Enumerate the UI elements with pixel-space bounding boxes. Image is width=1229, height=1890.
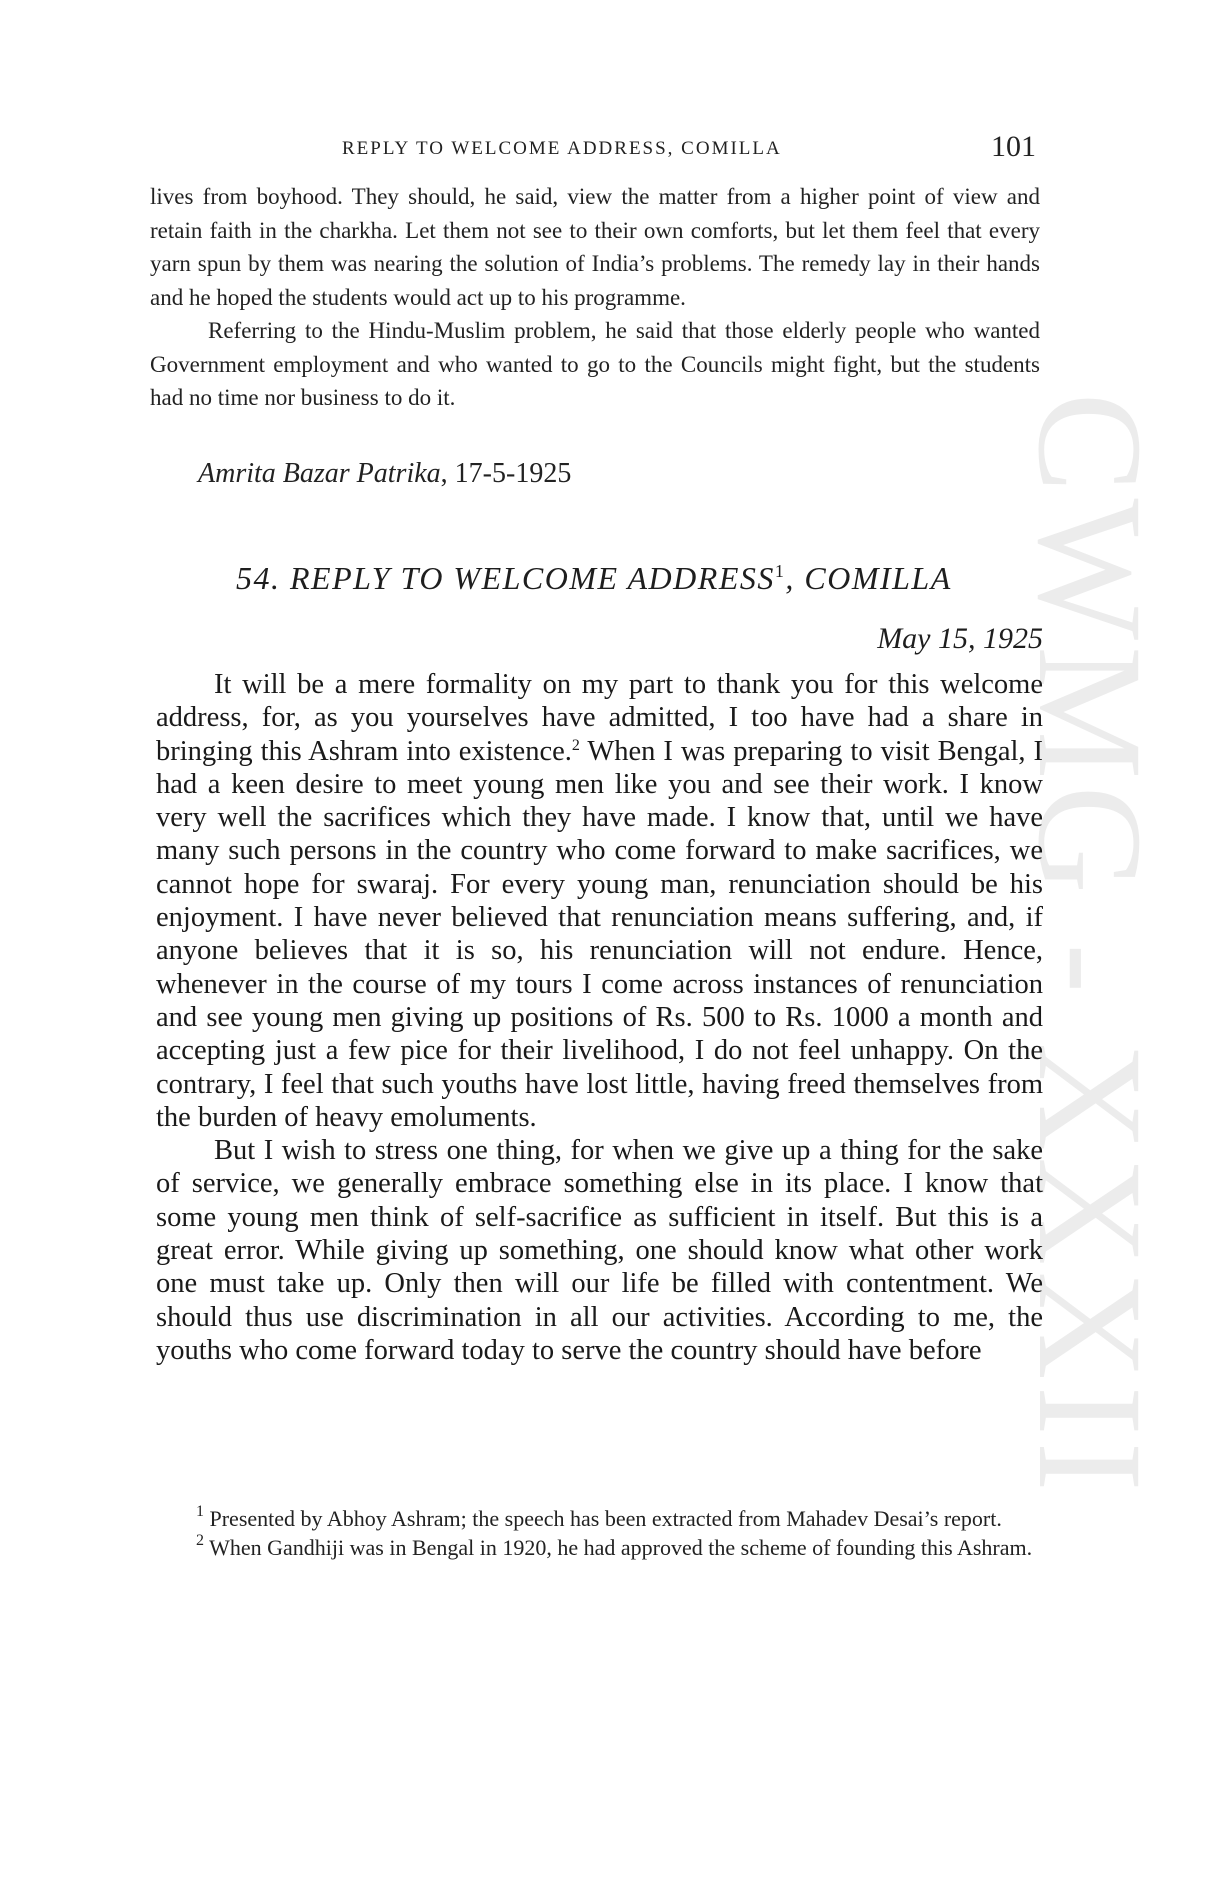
footnote-2 — [160, 1533, 1052, 1562]
previous-paragraph-2: Referring to the Hindu-Muslim problem, he said that those elderly people who wanted Government employment and who wanted to go to the Councils might fight, but the students had no time nor business to do it. — [150, 318, 1040, 410]
footnote-2-text: When Gandhiji was in Bengal in 1920, he had approved the scheme of founding this Ashram. — [204, 1535, 1033, 1560]
article-date: May 15, 1925 — [877, 622, 1043, 655]
article-heading — [236, 560, 952, 597]
source-date: , 17-5-1925 — [440, 458, 572, 489]
page-number: 101 — [991, 130, 1036, 163]
footnote-2-mark: 2 — [196, 1532, 204, 1549]
heading-place: , COMILLA — [785, 560, 952, 596]
footnote-marker-2: 2 — [571, 736, 580, 754]
previous-paragraph-1: lives from boyhood. They should, he said, view the matter from a higher point of view and retain faith in the charkha. Let them not see to their own comforts, but let them feel that every yarn spun by them was nearing the solution of India’s problems. The remedy lay in their hands and he hoped the students would act up to his programme. — [150, 184, 1040, 310]
paragraph-1-text-b: When I was preparing to visit Bengal, I had a keen desire to meet young men like you and see their work. I know very well the sacrifices which they have made. I know that, until we have many such persons in the country who come forward to make sacrifices, we cannot hope for swaraj. For every young man, renunciation should be his enjoyment. I have never believed that renunciation means suffering, and, if anyone believes that it is so, his renunciation will not endure. Hence, whenever in the course of my tours I come across instances of renunciation and see young men giving up positions of Rs. 500 to Rs. 1000 a month and accepting just a few pice for their livelihood, I do not feel unhappy. On the contrary, I feel that such youths have lost little, having freed themselves from the burden of heavy emoluments. — [156, 735, 1044, 1133]
watermark-text: CWMG - XXXII — [1007, 392, 1173, 1498]
footnote-1-text: Presented by Abhoy Ashram; the speech has been extracted from Mahadev Desai’s report. — [204, 1506, 1002, 1531]
footnote-1 — [160, 1504, 1052, 1533]
article-body — [156, 668, 1043, 1367]
article-paragraph-1 — [156, 668, 1043, 1134]
previous-item-text — [150, 180, 1040, 415]
footnote-1-mark: 1 — [196, 1503, 204, 1520]
running-title: REPLY TO WELCOME ADDRESS, COMILLA — [342, 138, 782, 159]
source-title: Amrita Bazar Patrika — [198, 458, 441, 489]
running-head — [152, 130, 1040, 170]
source-citation — [198, 458, 571, 490]
paragraph-1-text-a: It will be a mere formality on my part to thank you for this welcome address, for, as you yourselves have admitted, I too have had a share in bringing this Ashram into existence. — [156, 669, 1043, 767]
footnotes — [160, 1504, 1052, 1562]
heading-text: 54. REPLY TO WELCOME ADDRESS — [236, 560, 775, 596]
heading-footnote-marker: 1 — [774, 561, 786, 581]
article-paragraph-2: But I wish to stress one thing, for when we give up a thing for the sake of service, we generally embrace something else in its place. I know that some young men think of self-sacrifice as sufficient in itself. But this is a great error. While giving up something, one should know what other work one must take up. Only then will our life be filled with contentment. We should thus use discrimination in all our activities. According to me, the youths who come forward today to serve the country should have before — [156, 1135, 1043, 1366]
